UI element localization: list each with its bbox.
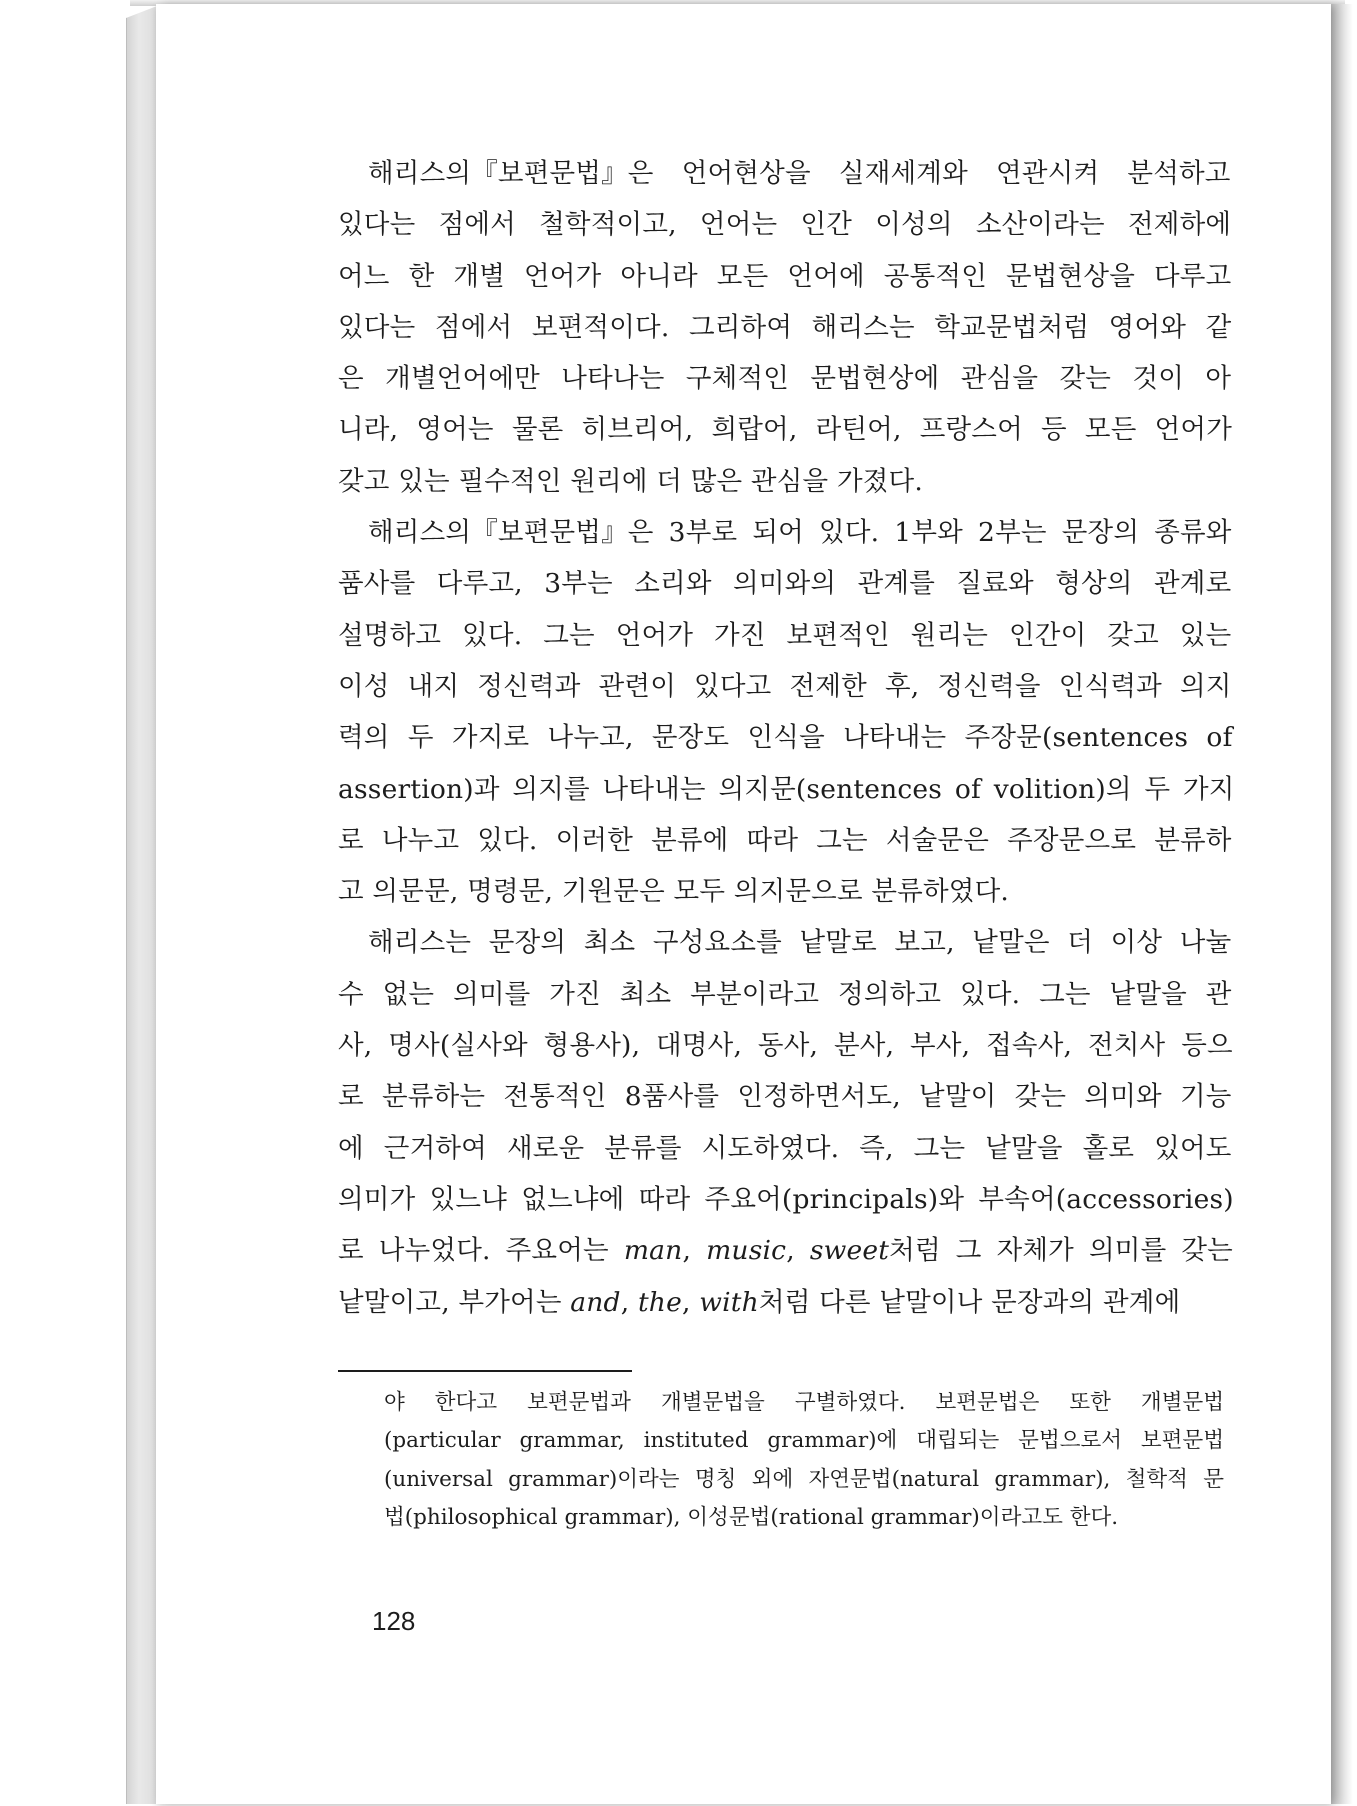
text-line: 수 없는 의미를 가진 최소 부분이라고 정의하고 있다. 그는 낱말을 관	[338, 978, 1232, 1010]
text-line: 로 분류하는 전통적인 8품사를 인정하면서도, 낱말이 갖는 의미와 기능	[338, 1081, 1232, 1113]
footnote-line: (universal grammar)이라는 명칭 외에 자연문법(natural grammar), 철학적 문	[384, 1466, 1224, 1492]
text-line: 해리스의『보편문법』은 3부로 되어 있다. 1부와 2부는 문장의 종류와	[368, 517, 1232, 549]
text-segment: 처럼 다른 낱말이나 문장과의 관계에	[758, 1286, 1181, 1318]
text-line: 어느 한 개별 언어가 아니라 모든 언어에 공통적인 문법현상을 다루고	[338, 260, 1232, 292]
text-segment: ,	[681, 1286, 700, 1318]
italic-word: sweet	[809, 1235, 890, 1267]
text-line: 품사를 다루고, 3부는 소리와 의미와의 관계를 질료와 형상의 관계로	[338, 568, 1232, 600]
text-segment: ,	[682, 1235, 707, 1267]
page-number: 128	[372, 1606, 416, 1636]
italic-word: man	[623, 1235, 683, 1267]
text-line: 은 개별언어에만 나타나는 구체적인 문법현상에 관심을 갖는 것이 아	[338, 363, 1232, 395]
text-line: 갖고 있는 필수적인 원리에 더 많은 관심을 가졌다.	[338, 465, 923, 497]
text-line: 설명하고 있다. 그는 언어가 가진 보편적인 원리는 인간이 갖고 있는	[338, 619, 1232, 651]
book-spine-edge	[126, 6, 157, 1804]
text-line: assertion)과 의지를 나타내는 의지문(sentences of volition)의 두 가지	[338, 773, 1235, 805]
footnote-line: 야 한다고 보편문법과 개별문법을 구별하였다. 보편문법은 또한 개별문법	[384, 1390, 1224, 1415]
page-stack-edge	[1331, 4, 1353, 1804]
paragraph-1	[338, 148, 1232, 507]
italic-word: and	[570, 1286, 621, 1318]
italic-word: with	[699, 1286, 759, 1318]
footnote	[384, 1384, 1224, 1537]
text-line: 해리스는 문장의 최소 구성요소를 낱말로 보고, 낱말은 더 이상 나눌	[368, 927, 1232, 959]
text-line	[338, 1225, 1233, 1276]
italic-word: the	[637, 1286, 682, 1318]
footnote-line: (particular grammar, instituted grammar)에 대립되는 문법으로서 보편문법	[384, 1428, 1224, 1454]
text-segment: ,	[620, 1286, 638, 1318]
text-line: 로 나누고 있다. 이러한 분류에 따라 그는 서술문은 주장문으로 분류하	[338, 824, 1232, 856]
paragraph-3	[338, 917, 1234, 1327]
text-line: 니라, 영어는 물론 히브리어, 희랍어, 라틴어, 프랑스어 등 모든 언어가	[338, 414, 1232, 446]
body-text	[338, 148, 1235, 1328]
text-line: 사, 명사(실사와 형용사), 대명사, 동사, 분사, 부사, 접속사, 전치사 등으	[338, 1030, 1233, 1062]
paragraph-2	[338, 507, 1235, 917]
text-line: 에 근거하여 새로운 분류를 시도하였다. 즉, 그는 낱말을 홀로 있어도	[338, 1132, 1232, 1164]
text-segment: 처럼 그 자체가 의미를 갖는	[889, 1235, 1233, 1267]
text-segment: 로 나누었다. 주요어는	[338, 1235, 624, 1267]
footnote-divider	[338, 1370, 632, 1372]
italic-word: music	[706, 1235, 787, 1267]
text-line: 해리스의『보편문법』은 언어현상을 실재세계와 연관시켜 분석하고	[368, 158, 1231, 189]
text-segment: ,	[786, 1235, 810, 1267]
text-line: 있다는 점에서 철학적이고, 언어는 인간 이성의 소산이라는 전제하에	[338, 209, 1232, 241]
text-line: 의미가 있느냐 없느냐에 따라 주요어(principals)와 부속어(accessories)	[338, 1183, 1234, 1215]
footnote-line: 법(philosophical grammar), 이성문법(rational grammar)이라고도 한다.	[384, 1504, 1119, 1530]
text-line: 있다는 점에서 보편적이다. 그리하여 해리스는 학교문법처럼 영어와 같	[338, 311, 1232, 343]
text-line	[338, 1277, 1224, 1328]
text-line: 력의 두 가지로 나누고, 문장도 인식을 나타내는 주장문(sentences of	[338, 722, 1233, 754]
text-line: 이성 내지 정신력과 관련이 있다고 전제한 후, 정신력을 인식력과 의지	[338, 670, 1232, 702]
text-line: 고 의문문, 명령문, 기원문은 모두 의지문으로 분류하였다.	[338, 876, 1009, 908]
text-segment: 낱말이고, 부가어는	[338, 1286, 571, 1318]
